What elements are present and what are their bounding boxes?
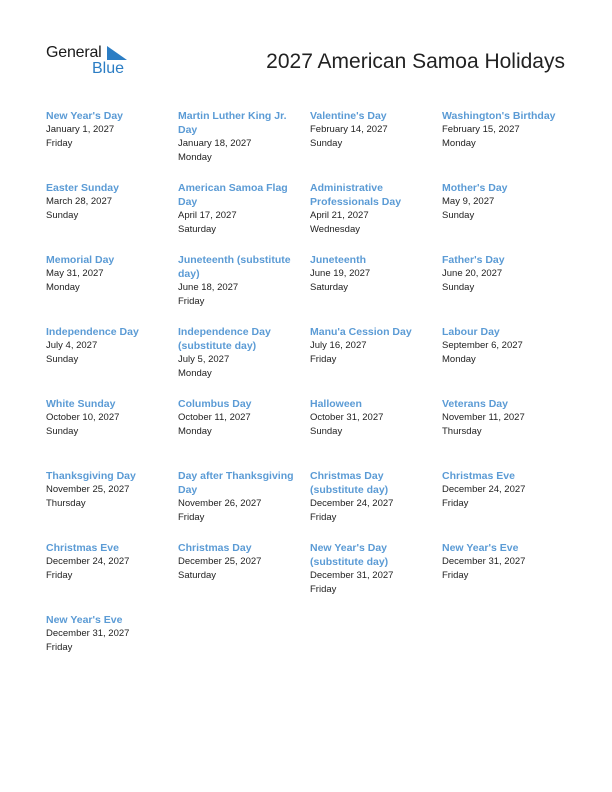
holiday-weekday: Sunday: [46, 354, 79, 365]
holiday-item: [178, 181, 310, 253]
holiday-item: [46, 469, 178, 541]
holiday-date: December 31, 2027: [442, 556, 526, 567]
holiday-name: Easter Sunday: [46, 182, 119, 194]
holiday-date: July 5, 2027: [178, 354, 230, 365]
holiday-name: Day after Thanksgiving Day: [178, 470, 294, 496]
holiday-weekday: Friday: [46, 138, 73, 149]
holiday-item: [310, 469, 442, 541]
holiday-date: December 24, 2027: [46, 556, 130, 567]
holiday-name: Washington's Birthday: [442, 110, 556, 122]
holiday-weekday: Friday: [46, 642, 73, 653]
holiday-date: October 11, 2027: [178, 412, 251, 423]
holiday-date: July 4, 2027: [46, 340, 98, 351]
holiday-item: [178, 397, 310, 469]
holiday-name: American Samoa Flag Day: [178, 182, 288, 208]
holiday-weekday: Sunday: [310, 426, 343, 437]
holiday-item: [178, 253, 310, 325]
holiday-name: Christmas Day: [178, 542, 252, 554]
holiday-name: Juneteenth (substitute day): [178, 254, 291, 280]
holiday-weekday: Thursday: [46, 498, 86, 509]
holiday-date: December 25, 2027: [178, 556, 262, 567]
holiday-item: [46, 325, 178, 397]
holiday-item: [310, 541, 442, 613]
holiday-weekday: Friday: [178, 296, 205, 307]
holiday-weekday: Sunday: [310, 138, 343, 149]
holiday-item: [310, 109, 442, 181]
holiday-name: Martin Luther King Jr. Day: [178, 110, 287, 136]
holiday-weekday: Friday: [310, 354, 337, 365]
holiday-name: Valentine's Day: [310, 110, 387, 122]
holiday-name: Labour Day: [442, 326, 500, 338]
holiday-item: [442, 181, 574, 253]
holiday-item: [442, 253, 574, 325]
holiday-weekday: Friday: [442, 498, 469, 509]
holiday-name: New Year's Day: [46, 110, 124, 122]
holiday-weekday: Sunday: [442, 282, 475, 293]
holiday-item: [178, 325, 310, 397]
logo-text-blue: Blue: [92, 60, 125, 77]
holiday-weekday: Monday: [442, 354, 476, 365]
holiday-date: October 10, 2027: [46, 412, 120, 423]
holiday-name: White Sunday: [46, 398, 116, 410]
holiday-date: January 18, 2027: [178, 138, 252, 149]
holiday-date: April 21, 2027: [310, 210, 369, 221]
holiday-name: Christmas Day (substitute day): [310, 470, 389, 496]
holiday-name: Memorial Day: [46, 254, 115, 266]
holiday-weekday: Friday: [310, 512, 337, 523]
holiday-item: [46, 613, 178, 685]
holiday-date: July 16, 2027: [310, 340, 367, 351]
holiday-item: [310, 253, 442, 325]
holiday-name: New Year's Day (substitute day): [310, 542, 389, 568]
holiday-name: Veterans Day: [442, 398, 508, 410]
holiday-name: Thanksgiving Day: [46, 470, 136, 482]
holiday-date: February 14, 2027: [310, 124, 388, 135]
holiday-weekday: Sunday: [46, 210, 79, 221]
holiday-item: [46, 253, 178, 325]
holiday-date: June 18, 2027: [178, 282, 239, 293]
holiday-item: [46, 109, 178, 181]
holiday-date: May 31, 2027: [46, 268, 104, 279]
holiday-weekday: Saturday: [178, 224, 217, 235]
holiday-weekday: Friday: [442, 570, 469, 581]
holiday-item: [46, 181, 178, 253]
holiday-item: [310, 325, 442, 397]
holiday-grid: [46, 109, 576, 685]
holiday-weekday: Friday: [310, 584, 337, 595]
holiday-name: Columbus Day: [178, 398, 252, 410]
holiday-name: Halloween: [310, 398, 362, 410]
holiday-name: Administrative Professionals Day: [310, 182, 402, 208]
holiday-date: January 1, 2027: [46, 124, 115, 135]
holiday-item: [46, 397, 178, 469]
holiday-name: New Year's Eve: [46, 614, 123, 626]
generalblue-logo: [46, 44, 136, 78]
holiday-date: February 15, 2027: [442, 124, 520, 135]
holiday-date: April 17, 2027: [178, 210, 237, 221]
page-title: 2027 American Samoa Holidays: [266, 50, 565, 73]
holiday-item: [178, 109, 310, 181]
holiday-name: Independence Day (substitute day): [178, 326, 271, 352]
holiday-weekday: Friday: [178, 512, 205, 523]
holiday-name: Father's Day: [442, 254, 505, 266]
holiday-name: Juneteenth: [310, 254, 367, 266]
holiday-date: November 11, 2027: [442, 412, 525, 423]
holiday-name: Independence Day: [46, 326, 139, 338]
holiday-item: [178, 469, 310, 541]
holiday-date: December 31, 2027: [46, 628, 130, 639]
holiday-item: [442, 397, 574, 469]
logo-text-general: General: [46, 44, 102, 61]
holiday-name: Manu'a Cession Day: [310, 326, 412, 338]
holiday-date: November 26, 2027: [178, 498, 262, 509]
holiday-weekday: Monday: [178, 152, 212, 163]
holiday-item: [178, 541, 310, 613]
holiday-item: [46, 541, 178, 613]
holiday-name: Christmas Eve: [46, 542, 119, 554]
holiday-date: June 19, 2027: [310, 268, 371, 279]
holiday-weekday: Sunday: [46, 426, 79, 437]
holiday-item: [310, 181, 442, 253]
holiday-item: [442, 541, 574, 613]
holiday-weekday: Saturday: [178, 570, 217, 581]
holiday-weekday: Friday: [46, 570, 73, 581]
holiday-date: October 31, 2027: [310, 412, 384, 423]
holiday-weekday: Monday: [178, 368, 212, 379]
holiday-date: June 20, 2027: [442, 268, 503, 279]
holiday-weekday: Saturday: [310, 282, 349, 293]
holiday-date: December 31, 2027: [310, 570, 394, 581]
holiday-name: Mother's Day: [442, 182, 508, 194]
holiday-weekday: Monday: [46, 282, 80, 293]
holiday-weekday: Thursday: [442, 426, 482, 437]
holiday-date: September 6, 2027: [442, 340, 523, 351]
holiday-date: May 9, 2027: [442, 196, 495, 207]
holiday-item: [442, 469, 574, 541]
holiday-name: New Year's Eve: [442, 542, 519, 554]
holiday-date: November 25, 2027: [46, 484, 130, 495]
holiday-item: [442, 109, 574, 181]
holiday-name: Christmas Eve: [442, 470, 515, 482]
holiday-weekday: Wednesday: [310, 224, 360, 235]
holiday-item: [442, 325, 574, 397]
holiday-weekday: Monday: [442, 138, 476, 149]
holiday-item: [310, 397, 442, 469]
holiday-date: March 28, 2027: [46, 196, 113, 207]
holiday-weekday: Sunday: [442, 210, 475, 221]
holiday-date: December 24, 2027: [442, 484, 526, 495]
holiday-date: December 24, 2027: [310, 498, 394, 509]
holiday-weekday: Monday: [178, 426, 212, 437]
